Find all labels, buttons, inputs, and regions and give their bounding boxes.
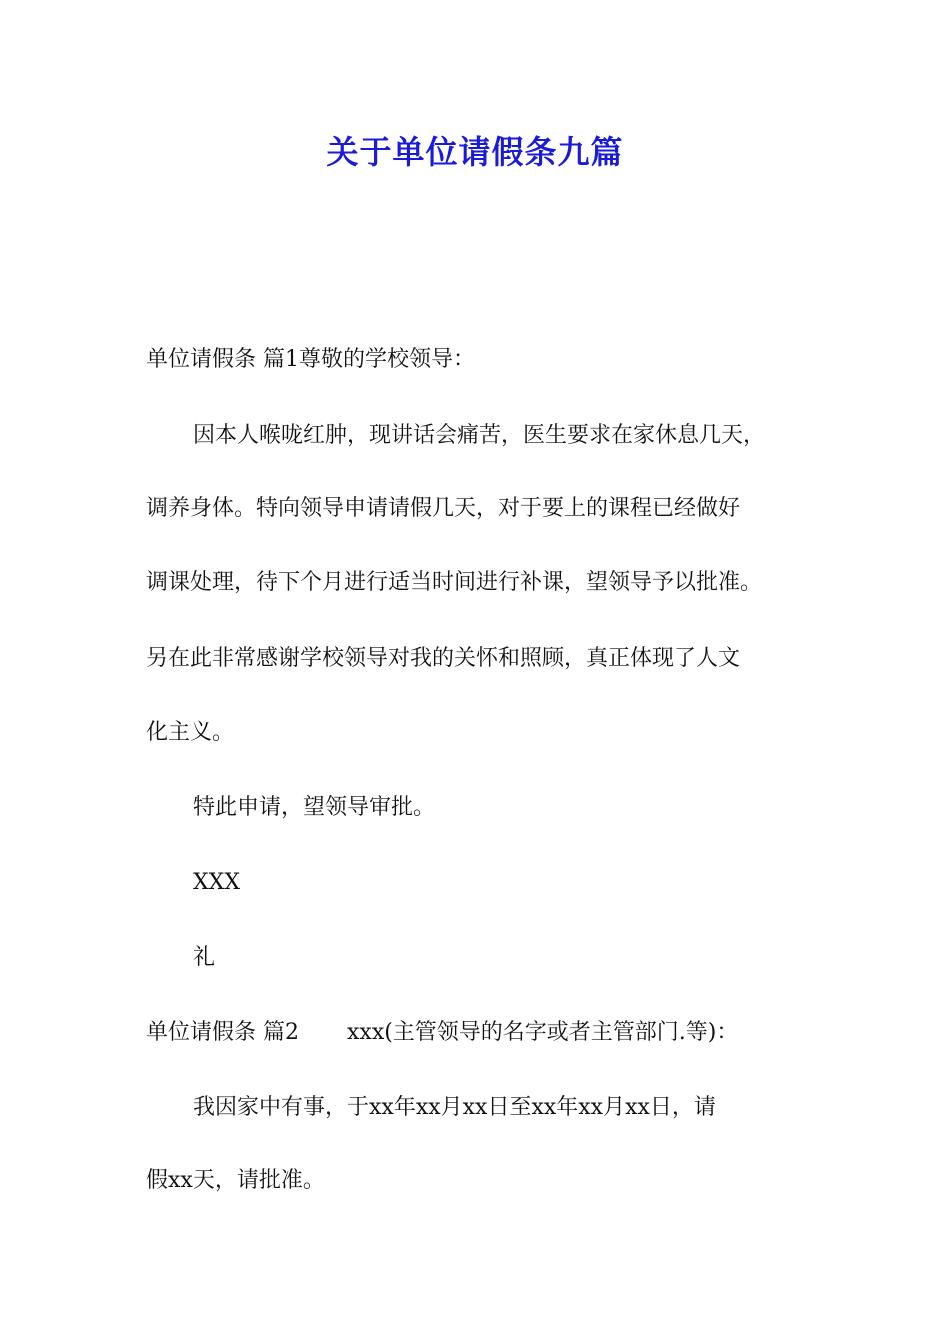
- section2-heading-addressee: xxx(主管领导的名字或者主管部门.等)：: [347, 1020, 739, 1045]
- document-title: 关于单位请假条九篇: [326, 133, 624, 171]
- section1-paragraph-line: 化主义。: [146, 720, 235, 745]
- section2-paragraph-line: 假xx天，请批准。: [146, 1168, 325, 1193]
- section1-paragraph-line: 调养身体。特向领导申请请假几天，对于要上的课程已经做好: [146, 496, 741, 521]
- section1-paragraph-line: 另在此非常感谢学校领导对我的关怀和照顾，真正体现了人文: [146, 646, 741, 671]
- section1-salute: 礼: [193, 945, 216, 970]
- section2-heading-label: 单位请假条 篇2: [146, 1020, 299, 1045]
- section1-paragraph-line: 因本人喉咙红肿，现讲话会痛苦，医生要求在家休息几天，: [193, 423, 766, 448]
- section2-heading: [146, 1017, 826, 1049]
- section2-paragraph-line: 我因家中有事，于xx年xx月xx日至xx年xx月xx日，请: [193, 1095, 716, 1120]
- section1-paragraph-line: 调课处理，待下个月进行适当时间进行补课，望领导予以批准。: [146, 570, 763, 595]
- section1-signature: XXX: [193, 870, 240, 895]
- section1-heading: 单位请假条 篇1尊敬的学校领导：: [146, 347, 475, 372]
- section1-closing: 特此申请，望领导审批。: [193, 795, 436, 820]
